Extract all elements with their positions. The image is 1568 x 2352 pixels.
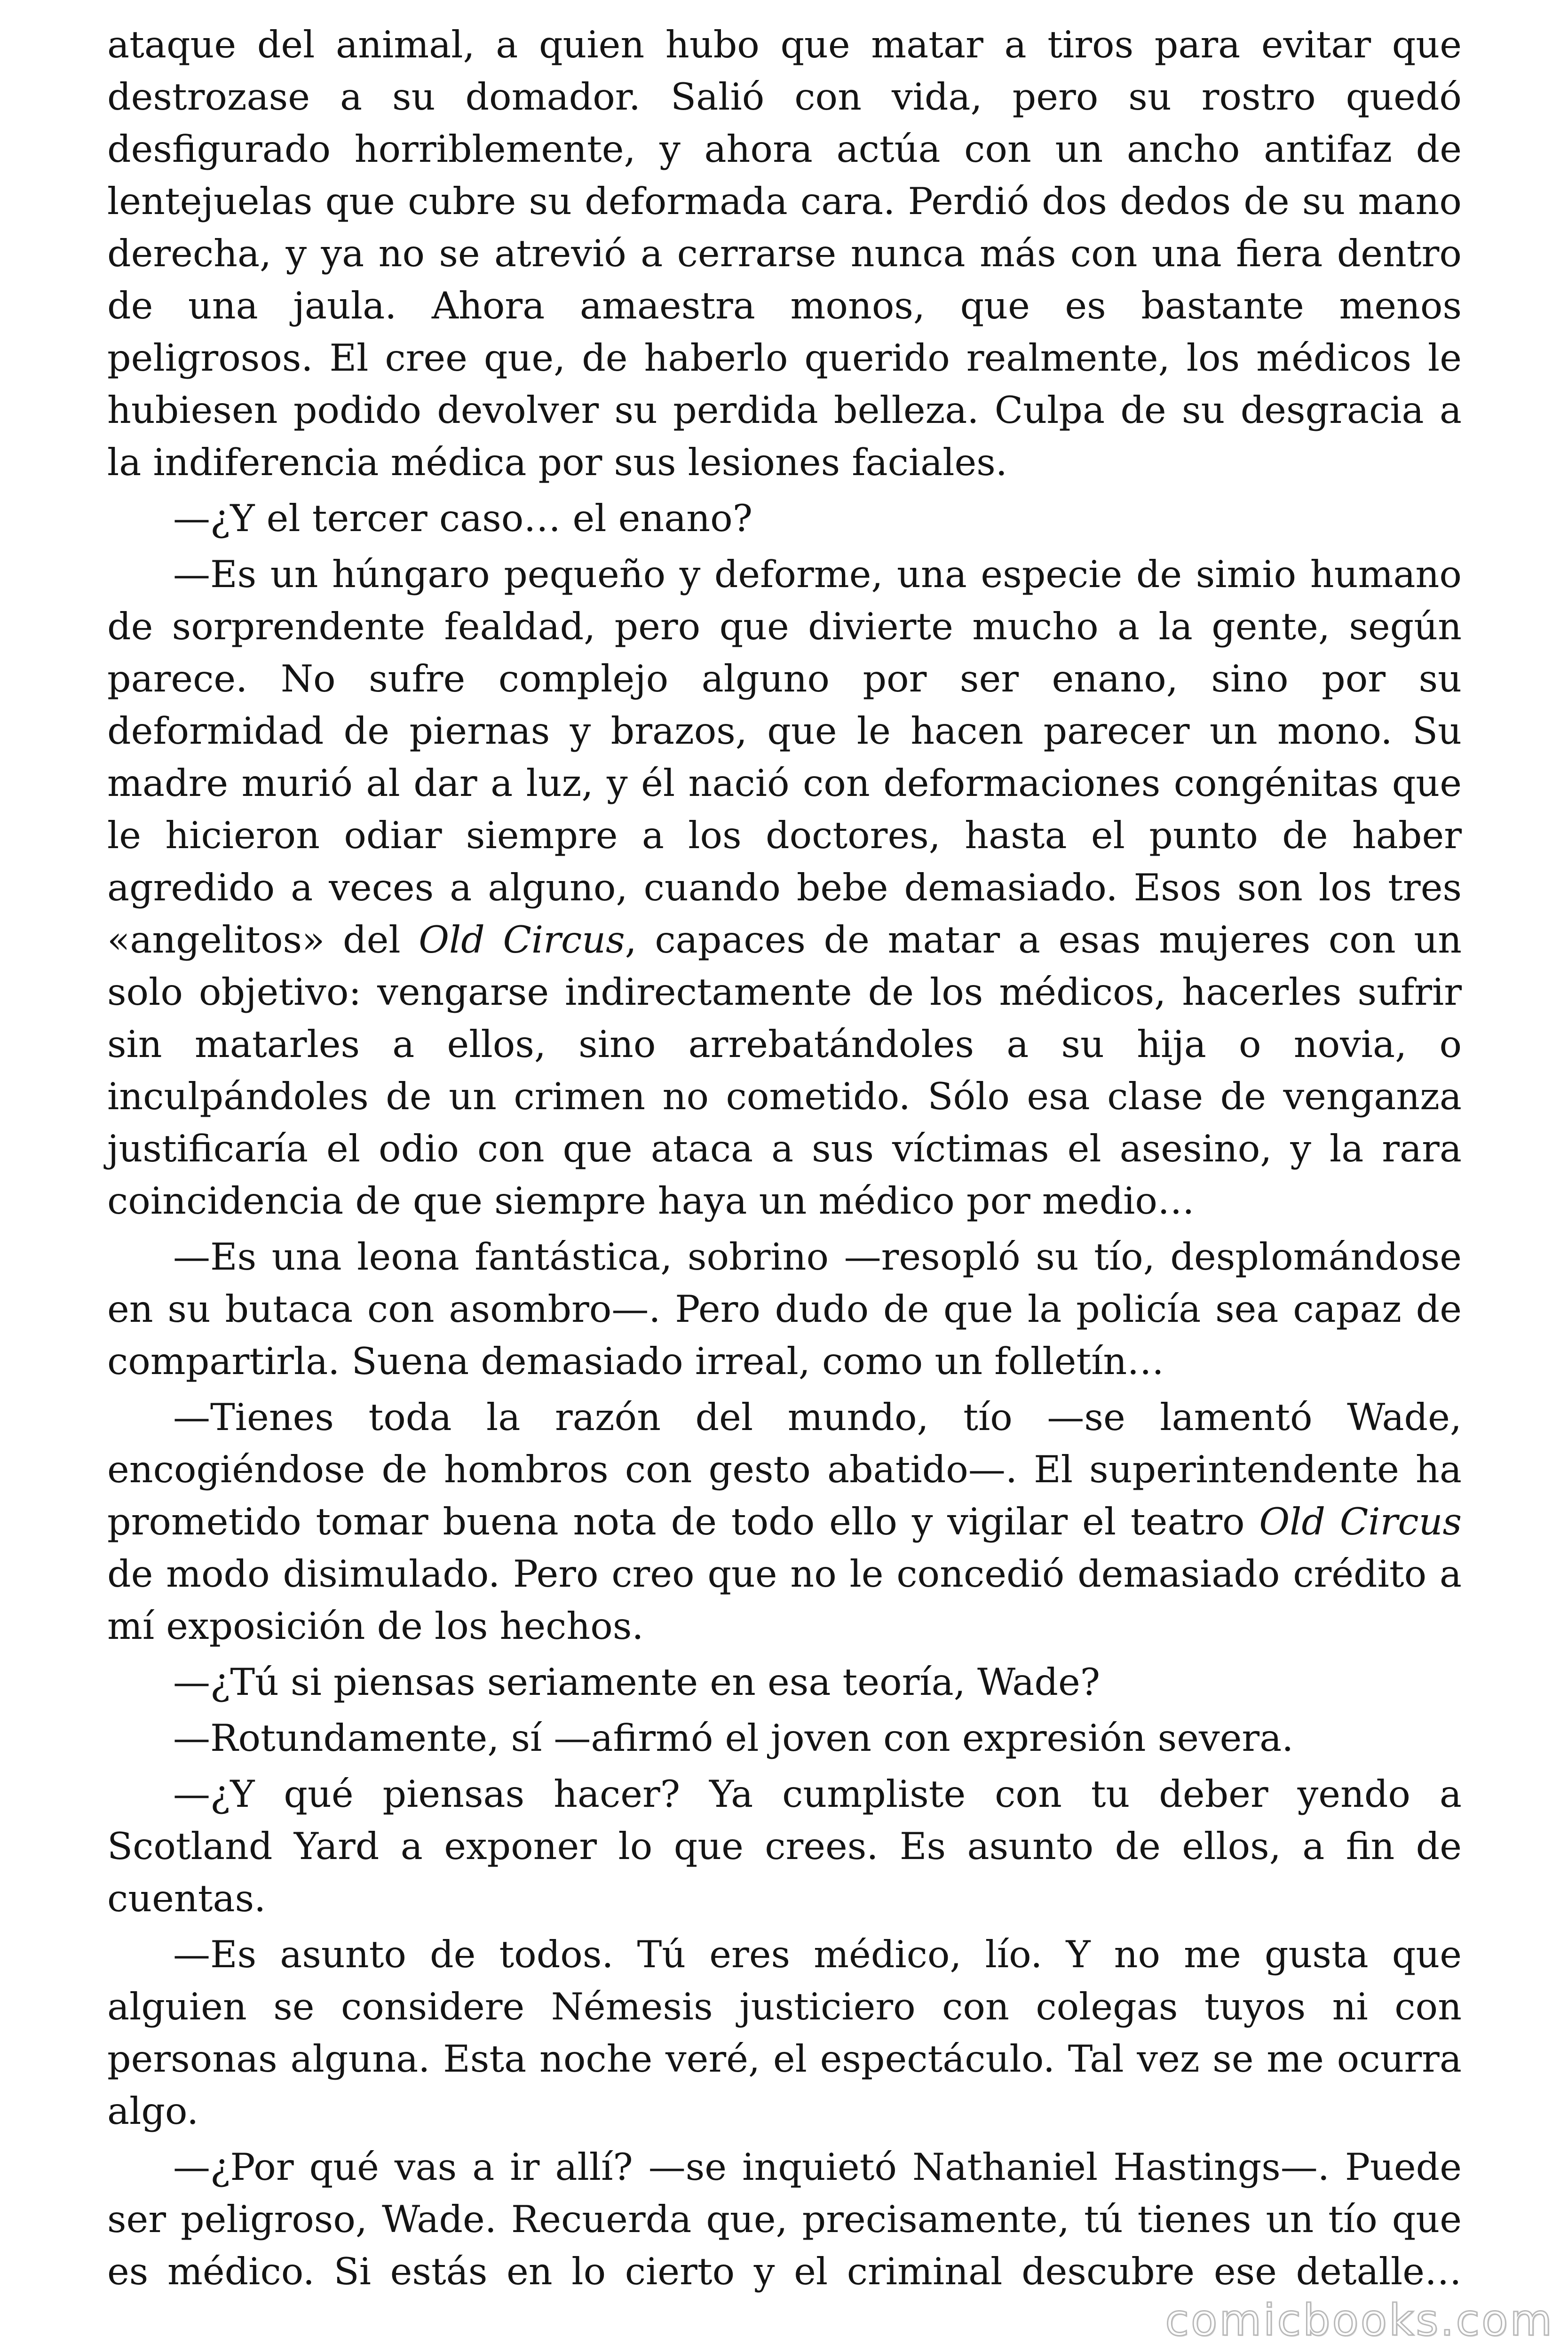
- text-run: ataque del animal, a quien hubo que matar a tiros para evitar que destrozase a su domador. Salió con vida, pero su rostro quedó desfigurado horriblemente, y ahora actúa con un ancho antifaz de lentejuelas que cubre su deformada cara. Perdió dos dedos de su mano derecha, y ya no se atrevió a cerrarse nunca más con una fiera dentro de una jaula. Ahora amaestra monos, que es bastante menos peligrosos. El cree que, de haberlo querido realmente, los médicos le hubiesen podido devolver su perdida belleza. Culpa de su desgracia a la indiferencia médica por sus lesiones faciales.: [107, 23, 1462, 484]
- italic-title: Old Circus: [419, 918, 625, 961]
- text-run: de modo disimulado. Pero creo que no le concedió demasiado crédito a mí exposición de los hechos.: [107, 1552, 1462, 1648]
- text-run: —Es una leona fantástica, sobrino —resopló su tío, desplomándose en su butaca con asombro—. Pero dudo de que la policía sea capaz de compartirla. Suena demasiado irreal, como un folletín…: [107, 1235, 1462, 1383]
- paragraph: [107, 1656, 1462, 1708]
- text-run: —Es asunto de todos. Tú eres médico, lío. Y no me gusta que alguien se considere Némesis justiciero con colegas tuyos ni con personas alguna. Esta noche veré, el espectáculo. Tal vez se me ocurra algo.: [107, 1933, 1462, 2133]
- text-run: , capaces de matar a esas mujeres con un solo objetivo: vengarse indirectamente de los médicos, hacerles sufrir sin matarles a ellos, sino arrebatándoles a su hija o novia, o inculpándoles de un crimen no cometido. Sólo esa clase de venganza justificaría el odio con que ataca a sus víctimas el asesino, y la rara coincidencia de que siempre haya un médico por medio…: [107, 918, 1462, 1223]
- paragraph: [107, 1712, 1462, 1764]
- text-run: —Es un húngaro pequeño y deforme, una especie de simio humano de sorprendente fealdad, pero que divierte mucho a la gente, según parece. No sufre complejo alguno por ser enano, sino por su deformidad de piernas y brazos, que le hacen parecer un mono. Su madre murió al dar a luz, y él nació con deformaciones congénitas que le hicieron odiar siempre a los doctores, hasta el punto de haber agredido a veces a alguno, cuando bebe demasiado. Esos son los tres «angelitos» del: [107, 553, 1462, 961]
- italic-title: Old Circus: [1259, 1500, 1462, 1543]
- text-run: —Rotundamente, sí —afirmó el joven con expresión severa.: [173, 1716, 1294, 1760]
- text-run: —¿Y qué piensas hacer? Ya cumpliste con tu deber yendo a Scotland Yard a exponer lo que crees. Es asunto de ellos, a fin de cuentas.: [107, 1772, 1462, 1920]
- paragraph: [107, 1231, 1462, 1388]
- paragraph: [107, 19, 1462, 489]
- paragraph: [107, 1391, 1462, 1653]
- paragraph: [107, 2141, 1462, 2298]
- paragraph: [107, 548, 1462, 1227]
- text-run: —Tienes toda la razón del mundo, tío —se lamentó Wade, encogiéndose de hombros con gesto abatido—. El superintendente ha prometido tomar buena nota de todo ello y vigilar el teatro: [107, 1396, 1462, 1543]
- paragraph: [107, 493, 1462, 545]
- book-page-text: [107, 19, 1462, 2302]
- text-run: —¿Y el tercer caso… el enano?: [173, 497, 753, 540]
- paragraph: [107, 1929, 1462, 2137]
- text-run: —¿Por qué vas a ir allí? —se inquietó Nathaniel Hastings—. Puede ser peligroso, Wade. Recuerda que, precisamente, tú tienes un tío que es médico. Si estás en lo cierto y el criminal descubre ese detalle…: [107, 2145, 1462, 2293]
- watermark: comicbooks.com: [1165, 2295, 1554, 2345]
- text-run: —¿Tú si piensas seriamente en esa teoría, Wade?: [173, 1661, 1101, 1704]
- paragraph: [107, 1768, 1462, 1925]
